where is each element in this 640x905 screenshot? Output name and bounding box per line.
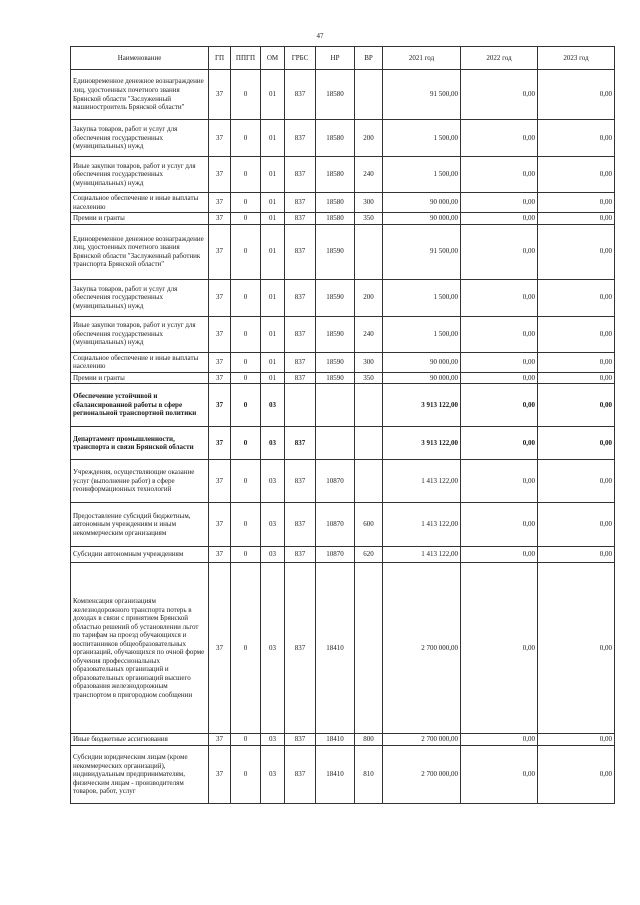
cell-om: 01 (261, 157, 285, 193)
cell-y2021: 90 000,00 (383, 213, 461, 225)
cell-y2023: 0,00 (538, 384, 615, 427)
cell-name: Социальное обеспечение и иные выплаты населению (71, 352, 209, 372)
column-header: ГП (209, 47, 231, 70)
cell-y2023: 0,00 (538, 279, 615, 316)
table-row (71, 193, 615, 213)
table-row (71, 563, 615, 734)
cell-y2022: 0,00 (461, 746, 538, 804)
cell-name: Закупка товаров, работ и услуг для обеспечения государственных (муниципальных) нужд (71, 279, 209, 316)
cell-om: 03 (261, 503, 285, 547)
cell-nr: 18590 (316, 279, 355, 316)
cell-ppgp: 0 (231, 372, 261, 384)
cell-y2022: 0,00 (461, 547, 538, 563)
cell-ppgp: 0 (231, 547, 261, 563)
cell-ppgp: 0 (231, 384, 261, 427)
cell-y2022: 0,00 (461, 279, 538, 316)
cell-y2023: 0,00 (538, 352, 615, 372)
cell-y2022: 0,00 (461, 157, 538, 193)
budget-table (70, 46, 615, 804)
cell-name: Иные бюджетные ассигнования (71, 734, 209, 746)
column-header: НР (316, 47, 355, 70)
column-header: 2021 год (383, 47, 461, 70)
cell-grbs: 837 (285, 157, 316, 193)
cell-y2021: 91 500,00 (383, 224, 461, 279)
cell-om: 01 (261, 213, 285, 225)
cell-y2021: 1 500,00 (383, 120, 461, 157)
cell-name: Обеспечение устойчивой и сбалансированной работы в сфере региональной транспортной политики (71, 384, 209, 427)
cell-vr (355, 70, 383, 120)
cell-name: Иные закупки товаров, работ и услуг для обеспечения государственных (муниципальных) нужд (71, 157, 209, 193)
cell-nr: 18590 (316, 316, 355, 352)
cell-y2023: 0,00 (538, 213, 615, 225)
cell-y2021: 1 413 122,00 (383, 460, 461, 503)
cell-om: 03 (261, 547, 285, 563)
cell-nr: 18590 (316, 224, 355, 279)
cell-y2023: 0,00 (538, 563, 615, 734)
cell-grbs: 837 (285, 563, 316, 734)
column-header: ГРБС (285, 47, 316, 70)
cell-y2023: 0,00 (538, 120, 615, 157)
cell-grbs: 837 (285, 427, 316, 460)
cell-nr: 18580 (316, 193, 355, 213)
table-row (71, 427, 615, 460)
cell-om: 01 (261, 193, 285, 213)
column-header: ОМ (261, 47, 285, 70)
cell-om: 01 (261, 316, 285, 352)
cell-vr (355, 224, 383, 279)
cell-vr (355, 384, 383, 427)
cell-y2023: 0,00 (538, 372, 615, 384)
cell-gp: 37 (209, 157, 231, 193)
cell-gp: 37 (209, 224, 231, 279)
cell-y2023: 0,00 (538, 316, 615, 352)
cell-vr: 620 (355, 547, 383, 563)
table-row (71, 384, 615, 427)
column-header: ППГП (231, 47, 261, 70)
cell-gp: 37 (209, 503, 231, 547)
cell-name: Единовременное денежное вознаграждение лиц, удостоенных почетного звания Брянской области "Заслуженный работник транспорта Брянской области" (71, 224, 209, 279)
cell-vr: 200 (355, 120, 383, 157)
cell-vr (355, 460, 383, 503)
table-row (71, 460, 615, 503)
cell-ppgp: 0 (231, 70, 261, 120)
cell-grbs: 837 (285, 547, 316, 563)
cell-name: Учреждения, осуществляющие оказание услуг (выполнение работ) в сфере геоинформационных технологий (71, 460, 209, 503)
cell-name: Премии и гранты (71, 372, 209, 384)
cell-y2022: 0,00 (461, 460, 538, 503)
cell-gp: 37 (209, 384, 231, 427)
table-row (71, 503, 615, 547)
cell-grbs: 837 (285, 279, 316, 316)
column-header: 2023 год (538, 47, 615, 70)
cell-y2023: 0,00 (538, 70, 615, 120)
cell-nr: 18410 (316, 563, 355, 734)
cell-ppgp: 0 (231, 563, 261, 734)
cell-y2022: 0,00 (461, 352, 538, 372)
cell-gp: 37 (209, 746, 231, 804)
cell-y2021: 1 413 122,00 (383, 547, 461, 563)
cell-y2022: 0,00 (461, 372, 538, 384)
cell-gp: 37 (209, 460, 231, 503)
cell-nr: 10870 (316, 547, 355, 563)
cell-nr: 18580 (316, 157, 355, 193)
cell-gp: 37 (209, 352, 231, 372)
cell-ppgp: 0 (231, 279, 261, 316)
cell-gp: 37 (209, 70, 231, 120)
cell-om: 03 (261, 427, 285, 460)
cell-vr: 200 (355, 279, 383, 316)
table-row (71, 746, 615, 804)
cell-nr: 18410 (316, 734, 355, 746)
cell-name: Компенсация организациям железнодорожного транспорта потерь в доходах в связи с принятием Брянской областью решений об установлении льгот по тарифам на проезд обучающихся и воспитанников общеобразовательных организаций, обучающихся по очной форме обучения профессиональных образовательных организаций и образовательных организаций высшего образования железнодорожным транспортом в пригородном сообщении (71, 563, 209, 734)
cell-vr: 300 (355, 352, 383, 372)
cell-vr: 800 (355, 734, 383, 746)
cell-name: Субсидии автономным учреждениям (71, 547, 209, 563)
cell-grbs: 837 (285, 372, 316, 384)
cell-gp: 37 (209, 734, 231, 746)
cell-grbs: 837 (285, 503, 316, 547)
cell-ppgp: 0 (231, 193, 261, 213)
cell-y2023: 0,00 (538, 427, 615, 460)
cell-om: 01 (261, 372, 285, 384)
cell-y2021: 1 413 122,00 (383, 503, 461, 547)
cell-ppgp: 0 (231, 352, 261, 372)
cell-y2023: 0,00 (538, 547, 615, 563)
cell-vr (355, 563, 383, 734)
table-header-row (71, 47, 615, 70)
table-row (71, 352, 615, 372)
cell-grbs: 837 (285, 460, 316, 503)
cell-y2022: 0,00 (461, 213, 538, 225)
cell-name: Иные закупки товаров, работ и услуг для обеспечения государственных (муниципальных) нужд (71, 316, 209, 352)
page-number: 47 (316, 32, 324, 40)
cell-y2021: 1 500,00 (383, 157, 461, 193)
cell-grbs (285, 384, 316, 427)
cell-name: Закупка товаров, работ и услуг для обеспечения государственных (муниципальных) нужд (71, 120, 209, 157)
cell-om: 01 (261, 70, 285, 120)
cell-vr: 300 (355, 193, 383, 213)
cell-gp: 37 (209, 279, 231, 316)
cell-y2021: 90 000,00 (383, 372, 461, 384)
cell-om: 03 (261, 734, 285, 746)
cell-grbs: 837 (285, 746, 316, 804)
cell-y2022: 0,00 (461, 563, 538, 734)
cell-grbs: 837 (285, 734, 316, 746)
cell-ppgp: 0 (231, 427, 261, 460)
cell-ppgp: 0 (231, 213, 261, 225)
table-row (71, 70, 615, 120)
cell-nr: 10870 (316, 460, 355, 503)
cell-nr: 10870 (316, 503, 355, 547)
cell-om: 01 (261, 279, 285, 316)
column-header: Наименование (71, 47, 209, 70)
cell-y2021: 90 000,00 (383, 352, 461, 372)
cell-gp: 37 (209, 213, 231, 225)
cell-y2021: 3 913 122,00 (383, 384, 461, 427)
table-body (71, 70, 615, 804)
cell-y2021: 2 700 000,00 (383, 746, 461, 804)
table-row (71, 157, 615, 193)
cell-ppgp: 0 (231, 460, 261, 503)
cell-y2023: 0,00 (538, 734, 615, 746)
cell-grbs: 837 (285, 193, 316, 213)
cell-grbs: 837 (285, 352, 316, 372)
table-row (71, 213, 615, 225)
cell-grbs: 837 (285, 316, 316, 352)
column-header: 2022 год (461, 47, 538, 70)
cell-nr (316, 384, 355, 427)
table-row (71, 734, 615, 746)
cell-y2023: 0,00 (538, 503, 615, 547)
cell-y2022: 0,00 (461, 193, 538, 213)
cell-y2022: 0,00 (461, 316, 538, 352)
cell-ppgp: 0 (231, 120, 261, 157)
cell-nr: 18590 (316, 352, 355, 372)
cell-grbs: 837 (285, 213, 316, 225)
cell-gp: 37 (209, 547, 231, 563)
cell-om: 03 (261, 460, 285, 503)
cell-om: 01 (261, 224, 285, 279)
table-row (71, 316, 615, 352)
cell-vr: 600 (355, 503, 383, 547)
cell-y2023: 0,00 (538, 746, 615, 804)
cell-y2023: 0,00 (538, 224, 615, 279)
cell-y2021: 2 700 000,00 (383, 734, 461, 746)
cell-grbs: 837 (285, 224, 316, 279)
cell-y2022: 0,00 (461, 503, 538, 547)
cell-y2022: 0,00 (461, 70, 538, 120)
cell-y2023: 0,00 (538, 460, 615, 503)
cell-y2023: 0,00 (538, 157, 615, 193)
cell-y2021: 1 500,00 (383, 279, 461, 316)
cell-om: 03 (261, 563, 285, 734)
column-header: ВР (355, 47, 383, 70)
cell-y2021: 3 913 122,00 (383, 427, 461, 460)
cell-om: 01 (261, 120, 285, 157)
cell-ppgp: 0 (231, 224, 261, 279)
table-row (71, 224, 615, 279)
cell-y2023: 0,00 (538, 193, 615, 213)
cell-y2021: 2 700 000,00 (383, 563, 461, 734)
cell-vr: 810 (355, 746, 383, 804)
cell-vr (355, 427, 383, 460)
cell-nr: 18590 (316, 372, 355, 384)
cell-name: Социальное обеспечение и иные выплаты населению (71, 193, 209, 213)
cell-name: Предоставление субсидий бюджетным, автономным учреждениям и иным некоммерческим организациям (71, 503, 209, 547)
cell-nr: 18580 (316, 70, 355, 120)
cell-nr: 18580 (316, 120, 355, 157)
cell-ppgp: 0 (231, 316, 261, 352)
cell-nr: 18580 (316, 213, 355, 225)
cell-grbs: 837 (285, 70, 316, 120)
cell-ppgp: 0 (231, 746, 261, 804)
table-row (71, 279, 615, 316)
cell-nr: 18410 (316, 746, 355, 804)
cell-y2022: 0,00 (461, 224, 538, 279)
cell-ppgp: 0 (231, 157, 261, 193)
cell-y2021: 1 500,00 (383, 316, 461, 352)
cell-om: 03 (261, 746, 285, 804)
cell-om: 03 (261, 384, 285, 427)
cell-gp: 37 (209, 193, 231, 213)
cell-y2021: 90 000,00 (383, 193, 461, 213)
cell-vr: 350 (355, 372, 383, 384)
cell-grbs: 837 (285, 120, 316, 157)
cell-gp: 37 (209, 427, 231, 460)
cell-gp: 37 (209, 120, 231, 157)
cell-gp: 37 (209, 563, 231, 734)
table-row (71, 547, 615, 563)
cell-y2022: 0,00 (461, 384, 538, 427)
cell-y2022: 0,00 (461, 734, 538, 746)
cell-name: Единовременное денежное вознаграждение лиц, удостоенных почетного звания Брянской области "Заслуженный машиностроитель Брянской области" (71, 70, 209, 120)
cell-y2022: 0,00 (461, 120, 538, 157)
cell-vr: 240 (355, 157, 383, 193)
cell-nr (316, 427, 355, 460)
cell-name: Премии и гранты (71, 213, 209, 225)
cell-ppgp: 0 (231, 503, 261, 547)
cell-name: Департамент промышленности, транспорта и связи Брянской области (71, 427, 209, 460)
cell-vr: 350 (355, 213, 383, 225)
cell-om: 01 (261, 352, 285, 372)
cell-name: Субсидии юридическим лицам (кроме некоммерческих организаций), индивидуальным предпринимателям, физическим лицам - производителям товаров, работ, услуг (71, 746, 209, 804)
table-row (71, 372, 615, 384)
table-row (71, 120, 615, 157)
cell-y2022: 0,00 (461, 427, 538, 460)
cell-y2021: 91 500,00 (383, 70, 461, 120)
cell-vr: 240 (355, 316, 383, 352)
cell-gp: 37 (209, 316, 231, 352)
cell-gp: 37 (209, 372, 231, 384)
cell-ppgp: 0 (231, 734, 261, 746)
